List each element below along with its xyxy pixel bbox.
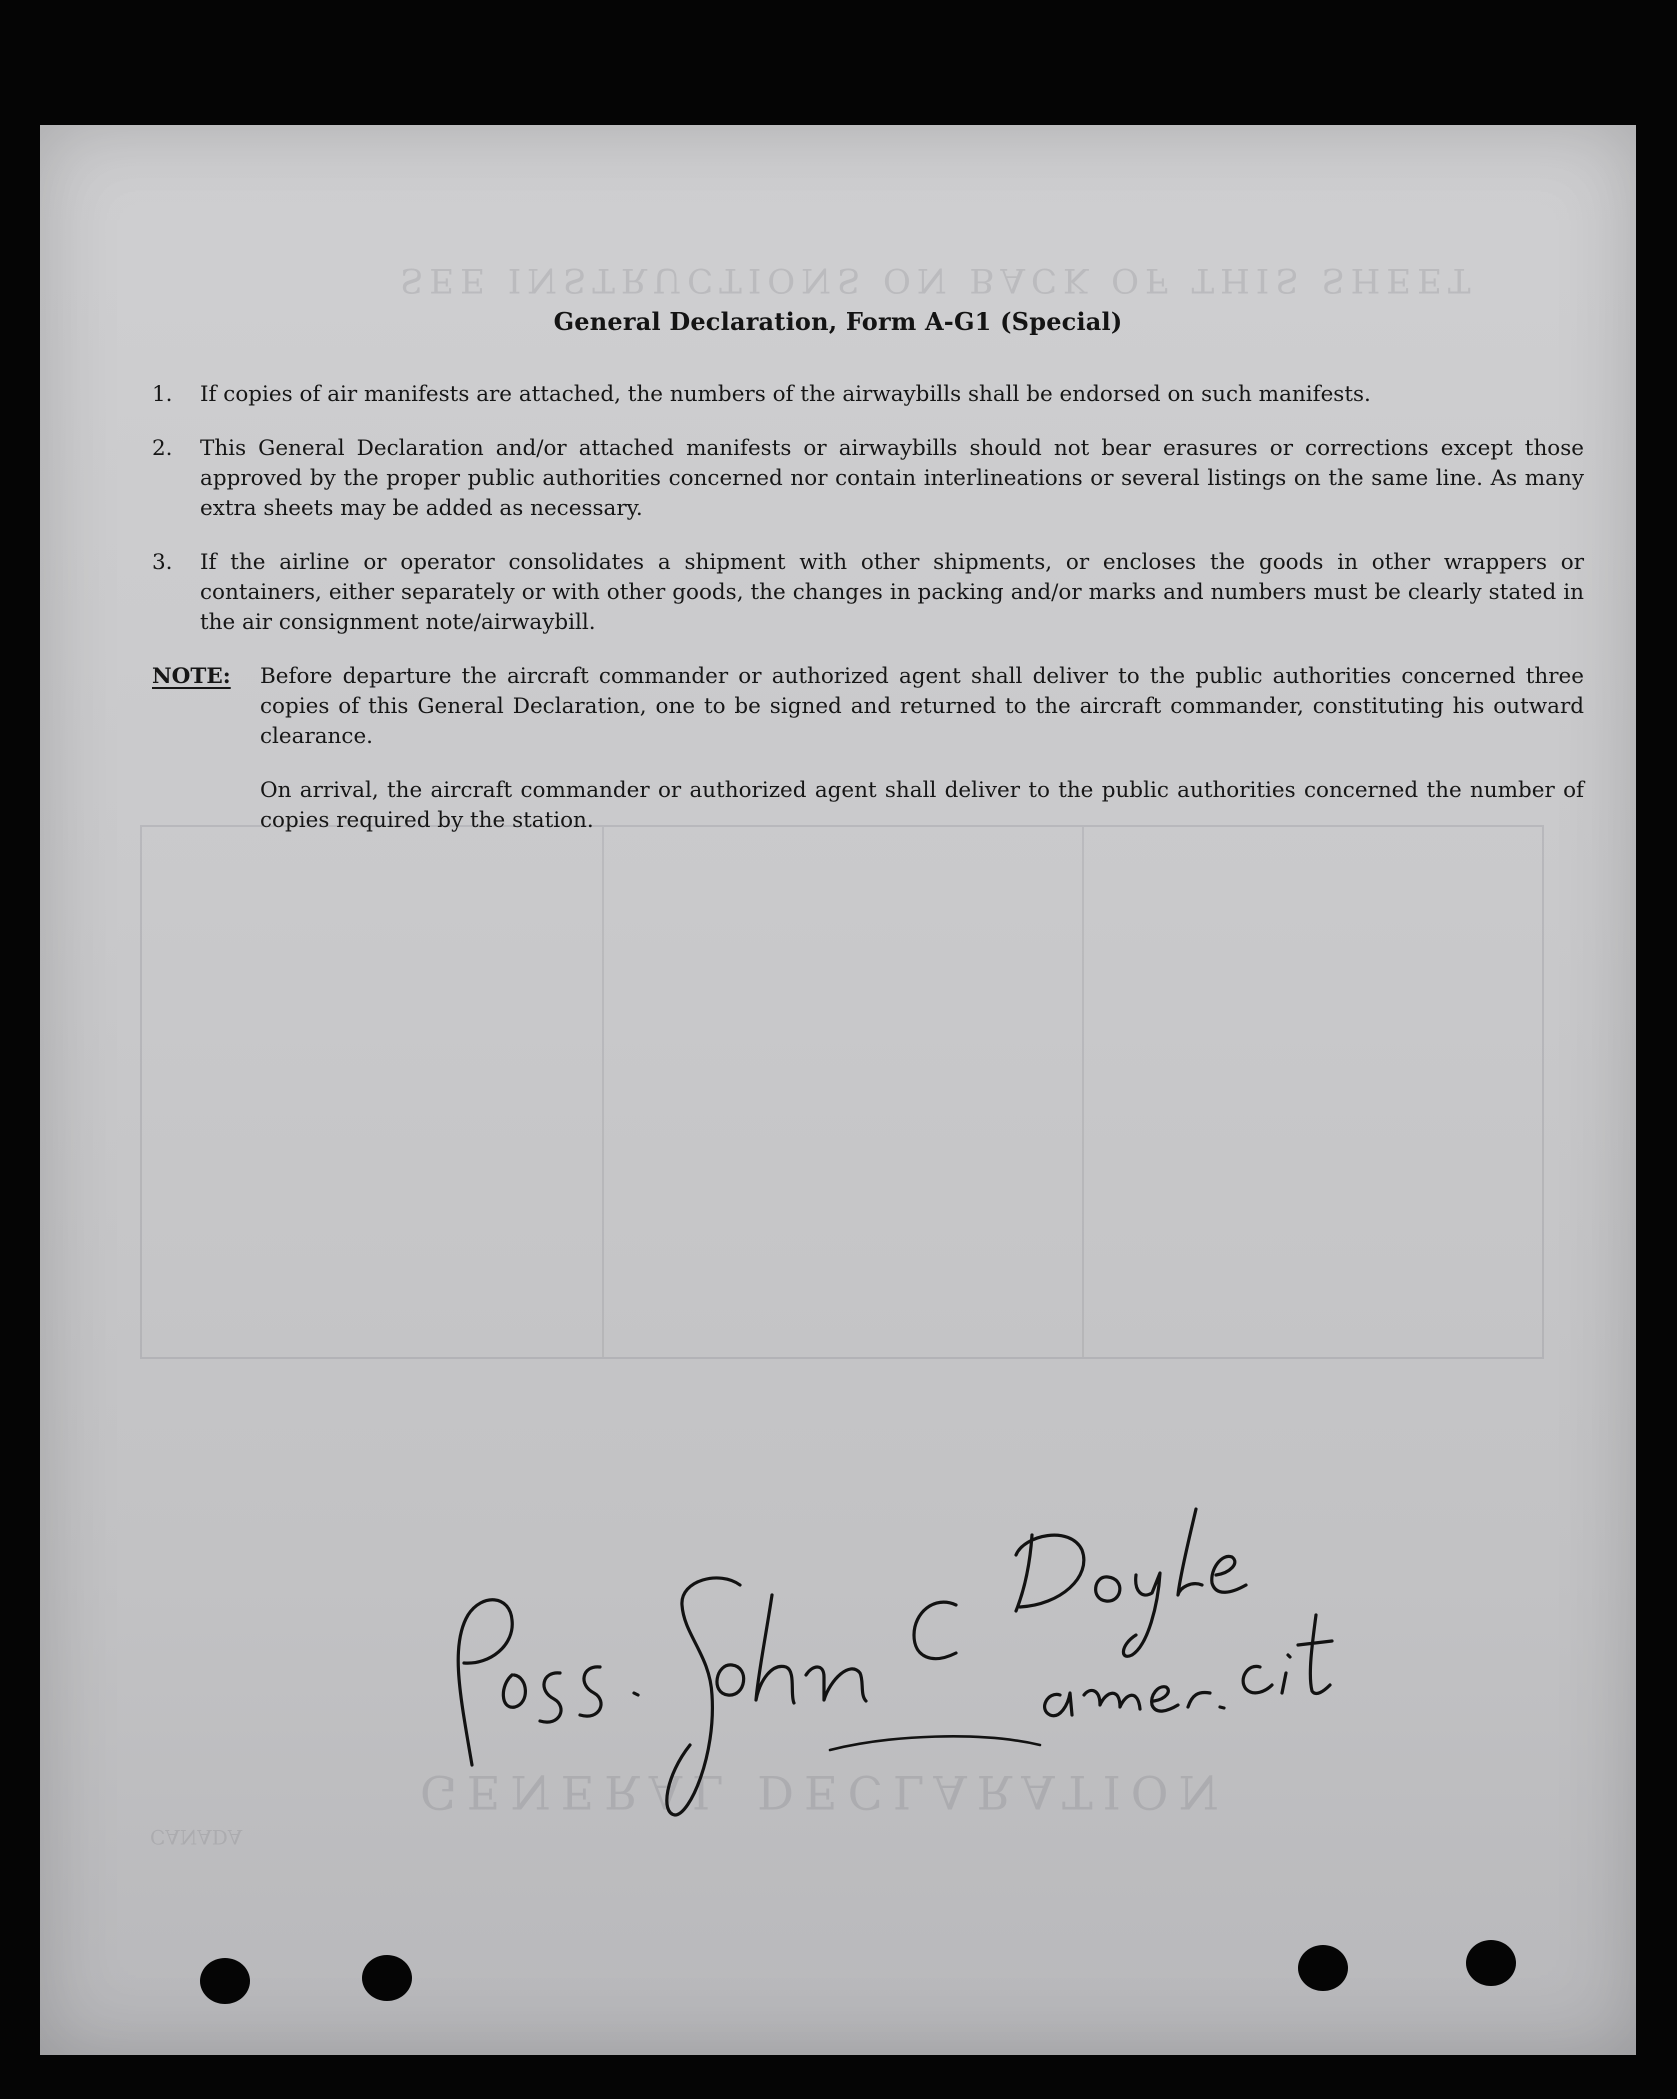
document-page — [40, 125, 1636, 2055]
item-number: 1. — [152, 382, 173, 407]
punch-hole — [1298, 1945, 1348, 1991]
item-text: If the airline or operator consolidates a shipment with other shipments, or encloses the goods in other wrappers or containers, either separately or with other goods, the changes in packing and/or marks and numbers must be clearly stated in the air consignment note/airwaybill. — [200, 550, 1584, 635]
note-paragraph: On arrival, the aircraft commander or authorized agent shall deliver to the public authorities concerned the number of copies required by the station. — [260, 778, 1584, 833]
bleed-through-table — [140, 825, 1544, 1359]
item-number: 2. — [152, 436, 173, 461]
instruction-item — [152, 548, 1584, 638]
bleed-through-form-id: CANADA — [150, 1825, 243, 1849]
handwritten-signature — [420, 1495, 1380, 1915]
instruction-item — [152, 380, 1584, 410]
punch-hole — [362, 1955, 412, 2001]
note-section — [152, 662, 1584, 860]
instructions — [152, 380, 1584, 860]
page-title: General Declaration, Form A-G1 (Special) — [553, 307, 1123, 336]
item-text: If copies of air manifests are attached, the numbers of the airwaybills shall be endorsed on such manifests. — [200, 382, 1371, 407]
instruction-item — [152, 434, 1584, 524]
bleed-through-text: SEE INSTRUCTIONS ON BACK OF THIS SHEET — [400, 260, 1477, 300]
item-number: 3. — [152, 550, 173, 575]
note-paragraph: Before departure the aircraft commander or authorized agent shall deliver to the public authorities concerned three copies of this General Declaration, one to be signed and returned to the aircraft commander, constituting his outward clearance. — [260, 664, 1584, 749]
item-text: This General Declaration and/or attached manifests or airwaybills should not bear erasures or corrections except those approved by the proper public authorities concerned nor contain interlineations or several listings on the same line. As many extra sheets may be added as necessary. — [200, 436, 1584, 521]
punch-hole — [1466, 1940, 1516, 1986]
punch-hole — [200, 1958, 250, 2004]
note-body — [260, 662, 1584, 860]
note-label: NOTE: — [152, 664, 231, 689]
bleed-through-heading: GENERAL DECLARATION — [420, 1765, 1229, 1819]
